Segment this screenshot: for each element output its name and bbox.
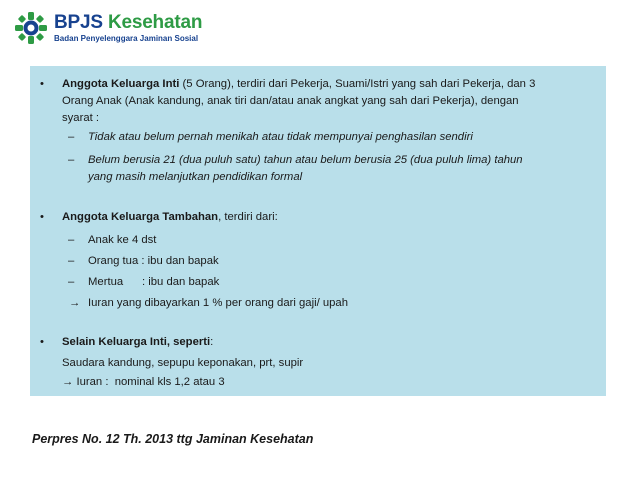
item-line: Orang Anak (Anak kandung, anak tiri dan/atau anak angkat yang sah dari Pekerja), dengan: [62, 95, 519, 107]
sub-item-continuation: [30, 169, 592, 186]
sub-item-text: Belum berusia 21 (dua puluh satu) tahun atau belum berusia 25 (dua puluh lima) tahun: [88, 154, 523, 166]
bpjs-logo: [14, 8, 202, 48]
arrow-item: [30, 374, 592, 391]
bullet-icon: •: [40, 211, 44, 223]
dash-icon: –: [68, 276, 75, 288]
item-continuation: [30, 110, 592, 127]
arrow-right-icon: →: [69, 297, 81, 309]
item-continuation: [30, 93, 592, 110]
logo-subtitle: Badan Penyelenggara Jaminan Sosial: [54, 33, 199, 43]
item-text: [62, 209, 592, 226]
footer-reference: Perpres No. 12 Th. 2013 ttg Jaminan Kesehatan: [32, 432, 314, 446]
list-item-keluarga-inti: [30, 76, 592, 93]
item-text: [62, 334, 592, 351]
dash-icon: –: [68, 234, 75, 246]
content-box: [30, 66, 606, 396]
arrow-item-line: [62, 374, 592, 391]
sub-item: [30, 253, 592, 270]
list-item-selain-keluarga-inti: [30, 334, 592, 351]
item-title: Selain Keluarga Inti, seperti: [62, 336, 211, 348]
arrow-item: [30, 295, 592, 312]
item-line: , terdiri dari:: [218, 211, 278, 223]
sub-item-text: Mertua : ibu dan bapak: [88, 276, 220, 288]
item-line: syarat :: [62, 112, 100, 124]
item-text: [62, 76, 592, 93]
item-title: Anggota Keluarga Inti: [62, 78, 180, 90]
bullet-icon: •: [40, 336, 44, 348]
item-line: (5 Orang), terdiri dari Pekerja, Suami/Istri yang sah dari Pekerja, dan 3: [179, 78, 536, 90]
sub-item-text: Anak ke 4 dst: [88, 234, 157, 246]
item-line: :: [210, 336, 214, 348]
dash-icon: –: [68, 255, 75, 267]
dash-icon: –: [68, 131, 75, 143]
sub-item-text: yang masih melanjutkan pendidikan formal: [88, 171, 303, 183]
arrow-item-text: Iuran yang dibayarkan 1 % per orang dari gaji/ upah: [88, 297, 348, 309]
logo-brand-b: Kesehatan: [107, 11, 203, 33]
item-title: Anggota Keluarga Tambahan: [62, 211, 219, 223]
sub-item-text: Tidak atau belum pernah menikah atau tidak mempunyai penghasilan sendiri: [88, 131, 473, 143]
sub-item: [30, 274, 592, 291]
sub-item-text: Orang tua : ibu dan bapak: [88, 255, 219, 267]
sub-item: [30, 129, 592, 146]
arrow-item-text: Iuran : nominal kls 1,2 atau 3: [76, 376, 225, 388]
dash-icon: –: [68, 154, 75, 166]
list-item-keluarga-tambahan: [30, 209, 592, 226]
bullet-icon: •: [40, 78, 44, 90]
sub-item: [30, 232, 592, 249]
item-line: Saudara kandung, sepupu keponakan, prt, supir: [62, 357, 304, 369]
arrow-right-icon: →: [62, 376, 74, 388]
sub-item: [30, 152, 592, 169]
logo-brand-a: BPJS: [54, 11, 103, 33]
bpjs-emblem-icon: [14, 11, 48, 45]
logo-title: [54, 13, 202, 33]
item-continuation: [30, 355, 592, 372]
